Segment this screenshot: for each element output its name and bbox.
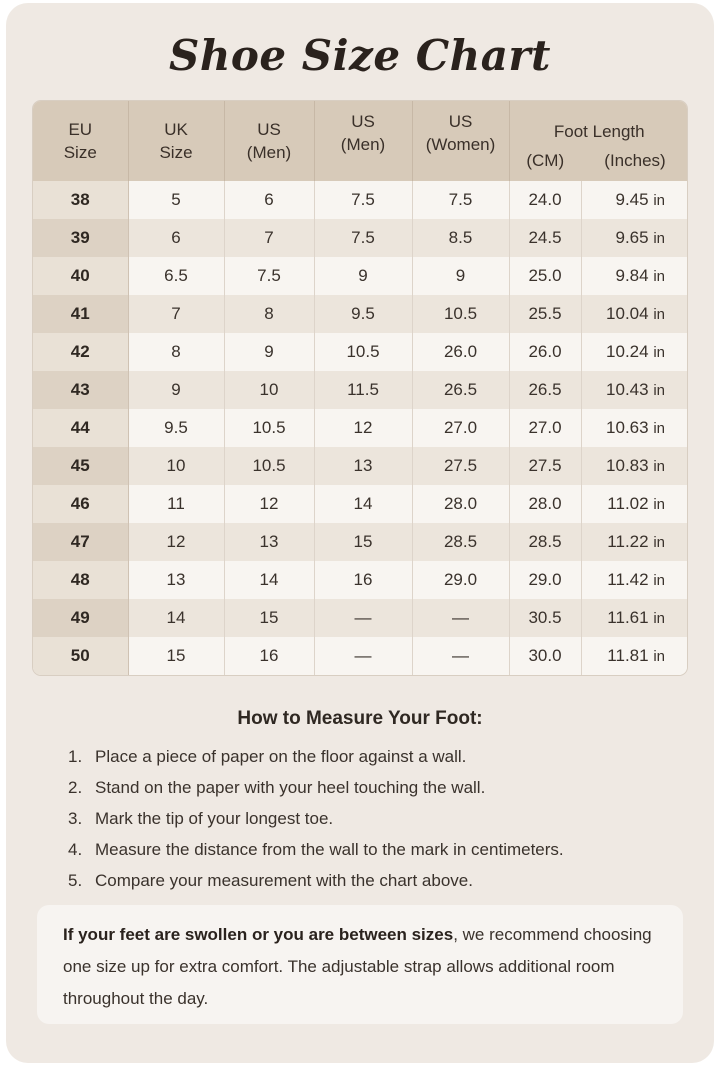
measure-step — [68, 772, 564, 803]
cell-inches-value: 11.42 — [607, 570, 649, 589]
cell-uk: 9 — [128, 371, 224, 409]
cell-uk: 15 — [128, 637, 224, 675]
cell-us-men-a: 7.5 — [224, 257, 314, 295]
header-eu-size — [33, 101, 128, 181]
fit-note-bold: If your feet are swollen or you are between sizes — [63, 925, 454, 944]
cell-uk: 11 — [128, 485, 224, 523]
cell-inches — [581, 523, 688, 561]
step-number: 5. — [68, 871, 83, 890]
cell-cm: 26.0 — [509, 333, 581, 371]
cell-us-men-b: 16 — [314, 561, 412, 599]
cell-us-men-b: 9 — [314, 257, 412, 295]
cell-uk: 5 — [128, 181, 224, 219]
cell-inches-value: 11.22 — [607, 532, 649, 551]
cell-us-men-a: 10 — [224, 371, 314, 409]
cell-uk: 8 — [128, 333, 224, 371]
cell-inches-value: 10.83 — [606, 456, 649, 475]
cell-inches — [581, 637, 688, 675]
cell-inches — [581, 219, 688, 257]
cell-us-men-b: 10.5 — [314, 333, 412, 371]
cell-inches — [581, 295, 688, 333]
header-us-men-b — [314, 101, 412, 181]
table-row — [33, 219, 688, 257]
cell-us-women: 27.0 — [412, 409, 509, 447]
step-number: 4. — [68, 840, 83, 859]
cell-inches-value: 10.04 — [606, 304, 649, 323]
cell-us-men-b: — — [314, 599, 412, 637]
cell-eu: 47 — [33, 523, 128, 561]
cell-inches-unit: in — [653, 306, 665, 323]
cell-uk: 6.5 — [128, 257, 224, 295]
cell-inches — [581, 409, 688, 447]
cell-inches-value: 11.02 — [607, 494, 649, 513]
fit-note — [37, 905, 683, 1024]
cell-eu: 50 — [33, 637, 128, 675]
cell-inches — [581, 447, 688, 485]
cell-cm: 24.5 — [509, 219, 581, 257]
measure-steps-list — [68, 741, 564, 896]
cell-us-women: — — [412, 637, 509, 675]
header-eu-line1: EU — [68, 120, 93, 139]
cell-inches-value: 10.24 — [606, 342, 649, 361]
cell-us-women: 7.5 — [412, 181, 509, 219]
cell-us-men-b: 9.5 — [314, 295, 412, 333]
step-number: 1. — [68, 747, 83, 766]
table-row — [33, 333, 688, 371]
header-uk-line1: UK — [164, 120, 188, 139]
cell-us-women: — — [412, 599, 509, 637]
cell-us-women: 28.0 — [412, 485, 509, 523]
cell-inches — [581, 333, 688, 371]
table-row — [33, 295, 688, 333]
cell-cm: 28.0 — [509, 485, 581, 523]
cell-inches-unit: in — [653, 458, 665, 475]
step-text: Stand on the paper with your heel touching the wall. — [95, 778, 486, 797]
cell-inches-unit: in — [653, 230, 665, 247]
cell-inches-unit: in — [653, 610, 665, 627]
fit-note-text: , we recommend choosing one size up for extra comfort. The adjustable strap allows additional room throughout the day. — [63, 925, 652, 1008]
page-title: Shoe Size Chart — [169, 31, 551, 80]
size-table-body — [33, 181, 688, 675]
cell-cm: 24.0 — [509, 181, 581, 219]
table-row — [33, 371, 688, 409]
cell-inches-value: 11.81 — [607, 646, 649, 665]
header-foot-length: Foot Length — [509, 101, 688, 145]
table-row — [33, 409, 688, 447]
cell-eu: 39 — [33, 219, 128, 257]
header-us-women-line2: (Women) — [425, 135, 496, 154]
measure-step — [68, 865, 564, 896]
cell-eu: 40 — [33, 257, 128, 295]
table-row — [33, 485, 688, 523]
cell-us-men-b: — — [314, 637, 412, 675]
header-eu-line2: Size — [63, 143, 97, 162]
cell-us-women: 8.5 — [412, 219, 509, 257]
cell-eu: 38 — [33, 181, 128, 219]
cell-inches — [581, 181, 688, 219]
cell-inches-unit: in — [653, 420, 665, 437]
cell-inches-value: 10.63 — [606, 418, 649, 437]
cell-inches-unit: in — [653, 496, 665, 513]
cell-cm: 30.5 — [509, 599, 581, 637]
table-row — [33, 637, 688, 675]
header-us-men-a-line1: US — [257, 120, 281, 139]
table-row — [33, 257, 688, 295]
cell-cm: 29.0 — [509, 561, 581, 599]
header-us-men-b-line2: (Men) — [340, 135, 386, 154]
cell-us-men-a: 13 — [224, 523, 314, 561]
cell-us-men-a: 10.5 — [224, 447, 314, 485]
header-us-men-a — [224, 101, 314, 181]
header-cm: (CM) — [509, 145, 581, 181]
step-number: 2. — [68, 778, 83, 797]
size-chart-card — [6, 3, 714, 1063]
table-row — [33, 599, 688, 637]
cell-eu: 43 — [33, 371, 128, 409]
header-us-women-line1: US — [448, 112, 473, 131]
cell-uk: 12 — [128, 523, 224, 561]
header-us-men-a-line2: (Men) — [246, 143, 292, 162]
cell-eu: 45 — [33, 447, 128, 485]
cell-us-men-a: 9 — [224, 333, 314, 371]
header-us-women — [412, 101, 509, 181]
cell-uk: 6 — [128, 219, 224, 257]
cell-us-men-b: 11.5 — [314, 371, 412, 409]
cell-cm: 27.0 — [509, 409, 581, 447]
cell-inches-unit: in — [653, 382, 665, 399]
cell-us-women: 26.0 — [412, 333, 509, 371]
step-text: Compare your measurement with the chart above. — [95, 871, 473, 890]
cell-cm: 26.5 — [509, 371, 581, 409]
cell-inches-value: 9.84 — [615, 266, 649, 285]
cell-inches — [581, 485, 688, 523]
step-text: Measure the distance from the wall to the mark in centimeters. — [95, 840, 564, 859]
cell-eu: 49 — [33, 599, 128, 637]
header-us-men-b-line1: US — [351, 112, 375, 131]
cell-eu: 41 — [33, 295, 128, 333]
step-number: 3. — [68, 809, 83, 828]
cell-us-men-b: 12 — [314, 409, 412, 447]
measure-step — [68, 803, 564, 834]
cell-us-men-b: 13 — [314, 447, 412, 485]
cell-inches-value: 10.43 — [606, 380, 649, 399]
measure-title: How to Measure Your Foot: — [237, 708, 483, 729]
cell-cm: 25.5 — [509, 295, 581, 333]
cell-cm: 27.5 — [509, 447, 581, 485]
cell-cm: 28.5 — [509, 523, 581, 561]
cell-inches — [581, 371, 688, 409]
measure-step — [68, 834, 564, 865]
cell-inches-unit: in — [653, 572, 665, 589]
table-row — [33, 523, 688, 561]
cell-eu: 46 — [33, 485, 128, 523]
cell-uk: 10 — [128, 447, 224, 485]
cell-us-women: 27.5 — [412, 447, 509, 485]
step-text: Mark the tip of your longest toe. — [95, 809, 334, 828]
cell-eu: 48 — [33, 561, 128, 599]
cell-cm: 30.0 — [509, 637, 581, 675]
cell-us-men-b: 15 — [314, 523, 412, 561]
cell-inches-unit: in — [653, 648, 665, 665]
cell-us-women: 29.0 — [412, 561, 509, 599]
cell-us-men-b: 7.5 — [314, 219, 412, 257]
cell-uk: 13 — [128, 561, 224, 599]
cell-us-women: 28.5 — [412, 523, 509, 561]
table-row — [33, 561, 688, 599]
cell-us-men-a: 8 — [224, 295, 314, 333]
cell-inches-unit: in — [653, 344, 665, 361]
table-row — [33, 181, 688, 219]
cell-inches-unit: in — [653, 268, 665, 285]
cell-inches-unit: in — [653, 534, 665, 551]
header-uk-line2: Size — [159, 143, 193, 162]
cell-us-men-a: 6 — [224, 181, 314, 219]
cell-us-men-a: 7 — [224, 219, 314, 257]
cell-cm: 25.0 — [509, 257, 581, 295]
cell-us-men-a: 12 — [224, 485, 314, 523]
cell-inches-value: 11.61 — [607, 608, 649, 627]
cell-inches-value: 9.65 — [615, 228, 649, 247]
cell-uk: 14 — [128, 599, 224, 637]
cell-inches-unit: in — [653, 192, 665, 209]
cell-us-women: 9 — [412, 257, 509, 295]
cell-uk: 9.5 — [128, 409, 224, 447]
cell-inches — [581, 561, 688, 599]
table-row — [33, 447, 688, 485]
cell-us-men-a: 14 — [224, 561, 314, 599]
cell-uk: 7 — [128, 295, 224, 333]
header-uk-size — [128, 101, 224, 181]
cell-us-men-b: 14 — [314, 485, 412, 523]
size-table-container — [32, 100, 688, 676]
cell-us-men-a: 16 — [224, 637, 314, 675]
cell-inches — [581, 257, 688, 295]
cell-eu: 42 — [33, 333, 128, 371]
cell-eu: 44 — [33, 409, 128, 447]
cell-inches — [581, 599, 688, 637]
cell-us-men-a: 15 — [224, 599, 314, 637]
step-text: Place a piece of paper on the floor against a wall. — [95, 747, 467, 766]
cell-us-men-a: 10.5 — [224, 409, 314, 447]
cell-us-women: 26.5 — [412, 371, 509, 409]
cell-inches-value: 9.45 — [615, 190, 649, 209]
header-inches: (Inches) — [581, 145, 688, 181]
cell-us-men-b: 7.5 — [314, 181, 412, 219]
size-table — [33, 101, 688, 675]
cell-us-women: 10.5 — [412, 295, 509, 333]
measure-step — [68, 741, 564, 772]
